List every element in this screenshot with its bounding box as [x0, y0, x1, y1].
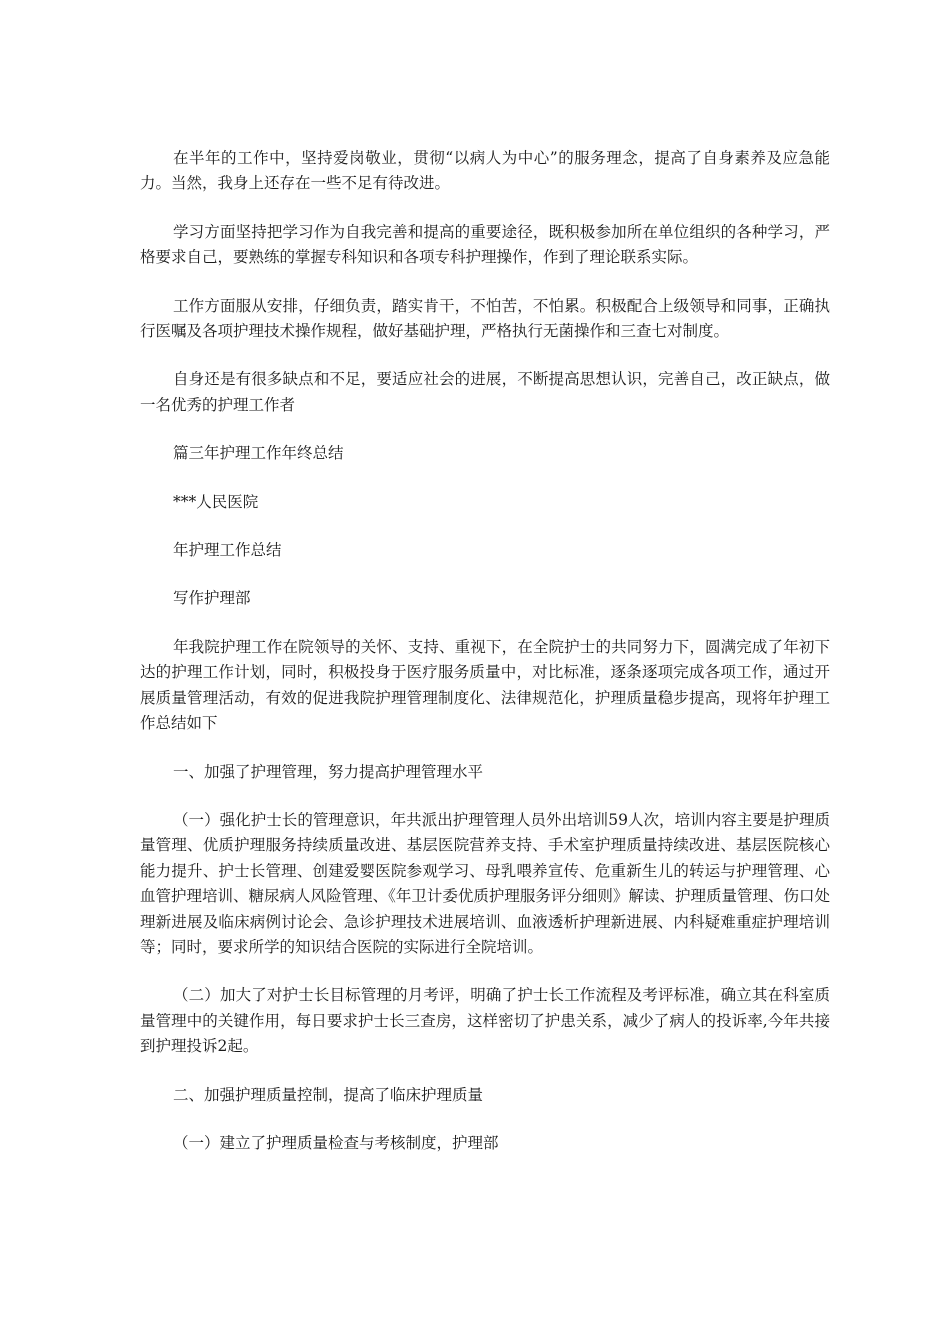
paragraph: 工作方面服从安排，仔细负责，踏实肯干，不怕苦，不怕累。积极配合上级领导和同事，正确执行医嘱及各项护理技术操作规程，做好基础护理，严格执行无菌操作和三查七对制度。 [140, 296, 830, 341]
paragraph: 在半年的工作中，坚持爱岗敬业，贯彻“以病人为中心”的服务理念，提高了自身素养及应急能力。当然，我身上还存在一些不足有待改进。 [140, 149, 830, 193]
section-title: 篇三年护理工作年终总结 [173, 444, 344, 463]
paragraph: 学习方面坚持把学习作为自我完善和提高的重要途径，既积极参加所在单位组织的各种学习，严格要求自己，要熟练的掌握专科知识和各项专科护理操作，作到了理论联系实际。 [140, 222, 830, 267]
paragraph: （一）建立了护理质量检查与考核制度，护理部 [173, 1133, 499, 1152]
paragraph: 自身还是有很多缺点和不足，要适应社会的进展，不断提高思想认识，完善自己，改正缺点，做一名优秀的护理工作者 [140, 370, 830, 414]
paragraph: （二）加大了对护士长目标管理的月考评，明确了护士长工作流程及考评标准，确立其在科室质量管理中的关键作用，每日要求护士长三查房，这样密切了护患关系，减少了病人的投诉率,今年共接到护理投诉2起。 [140, 986, 830, 1056]
heading-level1: 二、加强护理质量控制，提高了临床护理质量 [173, 1085, 484, 1104]
paragraph: 年我院护理工作在院领导的关怀、支持、重视下，在全院护士的共同努力下，圆满完成了年初下达的护理工作计划，同时，积极投身于医疗服务质量中，对比标准，逐条逐项完成各项工作，通过开展质量管理活动，有效的促进我院护理管理制度化、法律规范化，护理质量稳步提高，现将年护理工作总结如下 [140, 637, 830, 733]
heading-level1: 一、加强了护理管理，努力提高护理管理水平 [173, 762, 484, 781]
report-title: 年护理工作总结 [173, 541, 282, 560]
hospital-name: ***人民医院 [173, 492, 259, 511]
document-body [140, 146, 830, 1156]
author-line: 写作护理部 [173, 589, 251, 608]
paragraph: （一）强化护士长的管理意识，年共派出护理管理人员外出培训59人次，培训内容主要是护理质量管理、优质护理服务持续质量改进、基层医院营养支持、手术室护理质量持续改进、基层医院核心能力提升、护士长管理、创建爱婴医院参观学习、母乳喂养宣传、危重新生儿的转运与护理管理、心血管护理培训、糖尿病人风险管理、《年卫计委优质护理服务评分细则》解读、护理质量管理、伤口处理新进展及临床病例讨论会、急诊护理技术进展培训、血液透析护理新进展、内科疑难重症护理培训等；同时，要求所学的知识结合医院的实际进行全院培训。 [140, 810, 830, 956]
